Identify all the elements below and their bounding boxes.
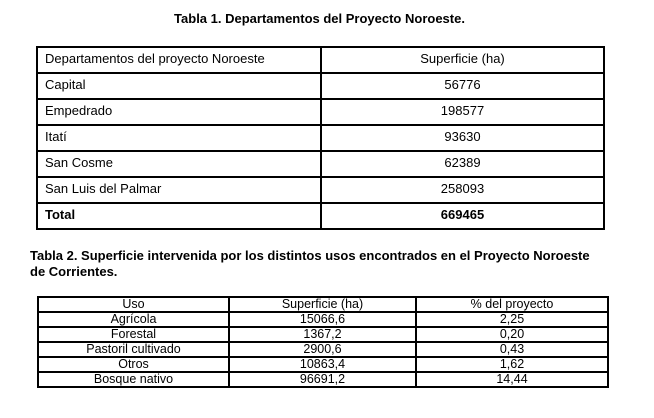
table-row bbox=[37, 151, 604, 177]
cell-porcentaje: 0,43 bbox=[416, 342, 608, 357]
cell-superficie: 258093 bbox=[321, 177, 604, 203]
table2-header-superficie: Superficie (ha) bbox=[229, 297, 416, 312]
cell-uso: Agrícola bbox=[38, 312, 229, 327]
table2-caption-line1: Tabla 2. Superficie intervenida por los distintos usos encontrados en el Proyecto Noroeste bbox=[30, 248, 590, 263]
cell-porcentaje: 2,25 bbox=[416, 312, 608, 327]
cell-porcentaje: 14,44 bbox=[416, 372, 608, 387]
table-row bbox=[37, 125, 604, 151]
table-row bbox=[38, 357, 608, 372]
cell-department: San Luis del Palmar bbox=[37, 177, 321, 203]
table2-header-uso: Uso bbox=[38, 297, 229, 312]
cell-superficie: 198577 bbox=[321, 99, 604, 125]
cell-superficie: 1367,2 bbox=[229, 327, 416, 342]
table-row bbox=[38, 327, 608, 342]
cell-uso: Bosque nativo bbox=[38, 372, 229, 387]
cell-superficie: 56776 bbox=[321, 73, 604, 99]
cell-department: Capital bbox=[37, 73, 321, 99]
table2-usos bbox=[37, 296, 609, 388]
cell-total-label: Total bbox=[37, 203, 321, 229]
table1-departamentos bbox=[36, 46, 605, 230]
table1-header-row bbox=[37, 47, 604, 73]
table1-caption: Tabla 1. Departamentos del Proyecto Noroeste. bbox=[174, 11, 465, 26]
table2-header-porcentaje: % del proyecto bbox=[416, 297, 608, 312]
table-row bbox=[38, 312, 608, 327]
cell-superficie: 93630 bbox=[321, 125, 604, 151]
cell-superficie: 62389 bbox=[321, 151, 604, 177]
table1-total-row bbox=[37, 203, 604, 229]
cell-department: Itatí bbox=[37, 125, 321, 151]
table-row bbox=[37, 99, 604, 125]
table-row bbox=[37, 177, 604, 203]
cell-superficie: 10863,4 bbox=[229, 357, 416, 372]
cell-total-value: 669465 bbox=[321, 203, 604, 229]
cell-uso: Pastoril cultivado bbox=[38, 342, 229, 357]
table1-header-superficie: Superficie (ha) bbox=[321, 47, 604, 73]
cell-uso: Forestal bbox=[38, 327, 229, 342]
table-row bbox=[38, 342, 608, 357]
cell-department: San Cosme bbox=[37, 151, 321, 177]
cell-porcentaje: 1,62 bbox=[416, 357, 608, 372]
cell-superficie: 96691,2 bbox=[229, 372, 416, 387]
cell-department: Empedrado bbox=[37, 99, 321, 125]
table2-header-row bbox=[38, 297, 608, 312]
cell-porcentaje: 0,20 bbox=[416, 327, 608, 342]
table-row bbox=[38, 372, 608, 387]
table2-caption bbox=[30, 248, 590, 280]
cell-superficie: 15066,6 bbox=[229, 312, 416, 327]
cell-uso: Otros bbox=[38, 357, 229, 372]
table1-header-departamentos: Departamentos del proyecto Noroeste bbox=[37, 47, 321, 73]
cell-superficie: 2900,6 bbox=[229, 342, 416, 357]
table-row bbox=[37, 73, 604, 99]
table2-caption-line2: de Corrientes. bbox=[30, 264, 118, 279]
